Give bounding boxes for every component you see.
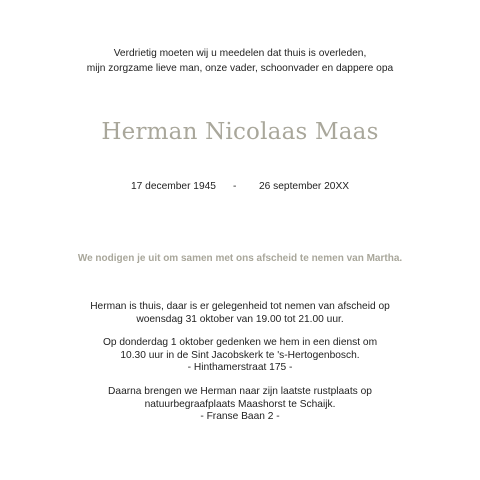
burial-line: natuurbegraafplaats Maashorst te Schaijk.	[144, 398, 336, 410]
service-line: Op donderdag 1 oktober gedenken we hem in een dienst om	[102, 337, 378, 349]
visitation-line: Herman is thuis, daar is er gelegenheid tot nemen van afscheid op	[90, 301, 390, 312]
intro-line-2: mijn zorgzame lieve man, onze vader, schoonvader en dappere opa	[86, 62, 394, 74]
service-paragraph	[0, 337, 480, 375]
service-line: 10.30 uur in de Sint Jacobskerk te 's-Hertogenbosch.	[120, 349, 360, 361]
burial-paragraph	[0, 386, 480, 424]
burial-address: - Franse Baan 2 -	[200, 411, 280, 423]
ceremony-info	[0, 301, 480, 435]
death-date: 26 september 20XX	[259, 181, 350, 192]
invitation-text: We nodigen je uit om samen met ons afscheid te nemen van Martha.	[77, 253, 403, 264]
intro-line-1: Verdrietig moeten wij u meedelen dat thuis is overleden,	[113, 48, 367, 59]
deceased-name: Herman Nicolaas Maas	[101, 119, 379, 145]
visitation-paragraph	[0, 301, 480, 326]
service-address: - Hinthamerstraat 175 -	[187, 362, 293, 374]
burial-line: Daarna brengen we Herman naar zijn laatste rustplaats op	[108, 385, 372, 397]
birth-date: 17 december 1945	[131, 181, 216, 192]
date-separator: -	[233, 181, 237, 192]
visitation-line: woensdag 31 oktober van 19.00 tot 21.00 uur.	[136, 313, 344, 325]
intro-text	[0, 47, 480, 76]
